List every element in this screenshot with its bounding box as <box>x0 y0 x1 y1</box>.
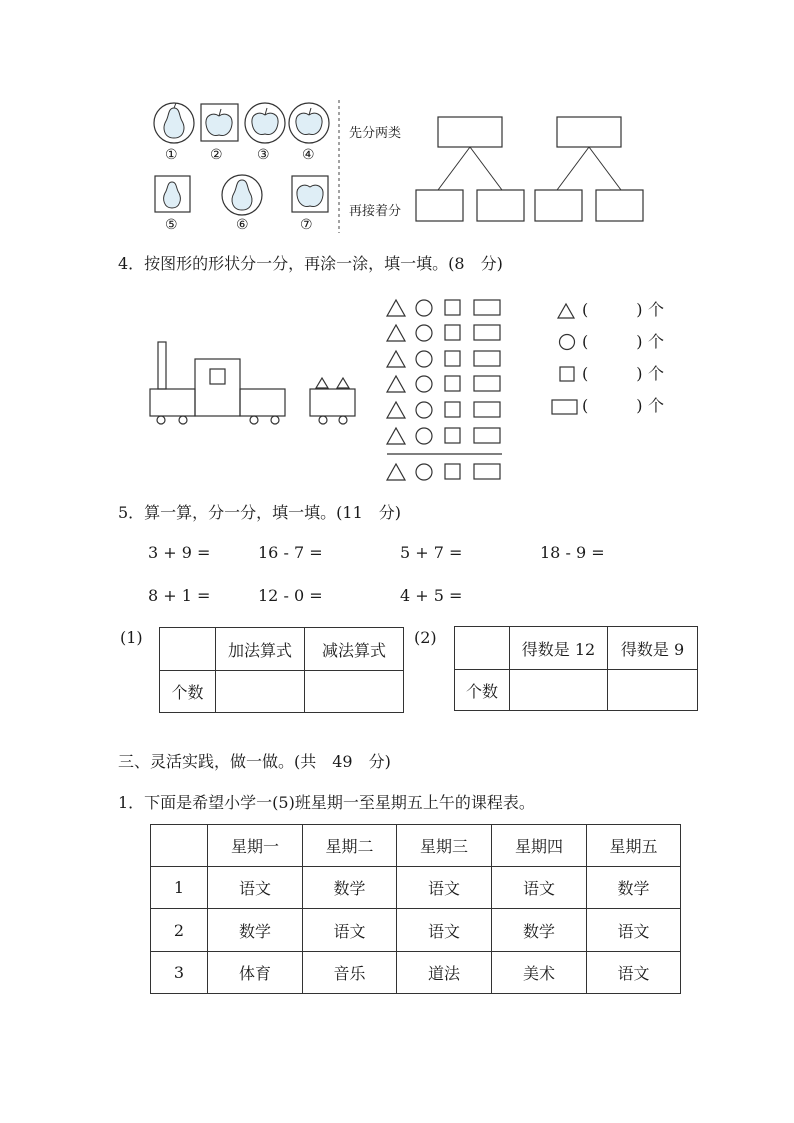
schedule-header: 星期一 <box>208 825 303 867</box>
equation: 16 - 7 = <box>258 543 323 562</box>
schedule-cell: 体育 <box>208 952 303 994</box>
table-cell[interactable] <box>160 628 216 671</box>
table-cell[interactable] <box>510 670 608 711</box>
equation: 4 + 5 = <box>400 586 463 605</box>
q4-title: 4．按图形的形状分一分，再涂一涂，填一填。(8 分) <box>118 254 503 273</box>
count-paren[interactable]: ( ) <box>582 364 643 383</box>
train-figure <box>145 335 365 430</box>
count-paren[interactable]: ( ) <box>582 332 643 351</box>
pear-icon <box>155 176 190 212</box>
apple-icon <box>201 104 238 141</box>
equation: 3 + 9 = <box>148 543 211 562</box>
circle-icon <box>557 333 579 353</box>
period-number: 2 <box>151 909 208 952</box>
rectangle-shape[interactable] <box>474 325 500 340</box>
rectangle-icon <box>550 397 580 417</box>
triangle-shape[interactable] <box>387 376 405 392</box>
schedule-table <box>150 824 681 994</box>
triangle-shape[interactable] <box>387 300 405 316</box>
schedule-cell: 语文 <box>397 867 492 909</box>
shape-row <box>387 464 500 480</box>
table-header: 加法算式 <box>216 628 305 671</box>
table-row-label: 个数 <box>455 670 510 711</box>
answer-box[interactable] <box>535 190 582 221</box>
table-header: 得数是 12 <box>510 627 608 670</box>
shape-row <box>387 402 500 418</box>
triangle-shape[interactable] <box>387 428 405 444</box>
count-unit: 个 <box>648 332 665 351</box>
circle-shape[interactable] <box>416 300 432 316</box>
apple-icon <box>292 176 328 212</box>
period-number: 1 <box>151 867 208 909</box>
schedule-cell: 道法 <box>397 952 492 994</box>
fruit-label: ⑥ <box>236 217 249 233</box>
rectangle-shape[interactable] <box>474 464 500 479</box>
answer-box[interactable] <box>477 190 524 221</box>
fruit-label: ① <box>165 147 178 163</box>
table-cell[interactable] <box>216 671 305 713</box>
rectangle-shape[interactable] <box>474 300 500 315</box>
shape-row <box>387 428 500 444</box>
schedule-cell: 数学 <box>208 909 303 952</box>
equation: 5 + 7 = <box>400 543 463 562</box>
schedule-cell: 数学 <box>303 867 397 909</box>
fruit-label: ③ <box>257 147 270 163</box>
pear-icon <box>222 175 262 215</box>
fruit-label: ⑤ <box>165 217 178 233</box>
shape-count-list <box>550 298 680 423</box>
table-row-label: 个数 <box>160 671 216 713</box>
schedule-header: 星期四 <box>492 825 587 867</box>
table2-label: (2) <box>414 628 437 647</box>
square-shape[interactable] <box>445 464 460 479</box>
equation: 12 - 0 = <box>258 586 323 605</box>
rectangle-shape[interactable] <box>474 376 500 391</box>
section3-title: 三、灵活实践，做一做。(共 49 分) <box>118 752 391 771</box>
answer-box[interactable] <box>596 190 643 221</box>
square-shape[interactable] <box>445 325 460 340</box>
schedule-cell: 语文 <box>587 909 681 952</box>
shape-row <box>387 300 500 316</box>
square-shape[interactable] <box>445 428 460 443</box>
answer-box[interactable] <box>438 117 502 147</box>
schedule-cell: 音乐 <box>303 952 397 994</box>
fruit-label: ⑦ <box>300 217 313 233</box>
circle-shape[interactable] <box>416 325 432 341</box>
schedule-header: 星期二 <box>303 825 397 867</box>
square-shape[interactable] <box>445 402 460 417</box>
shape-row <box>387 376 500 392</box>
schedule-cell: 美术 <box>492 952 587 994</box>
schedule-cell: 数学 <box>587 867 681 909</box>
schedule-header <box>151 825 208 867</box>
square-shape[interactable] <box>445 351 460 366</box>
table-header: 得数是 9 <box>608 627 698 670</box>
apple-icon <box>245 103 285 143</box>
apple-icon <box>289 103 329 143</box>
schedule-header: 星期五 <box>587 825 681 867</box>
then-split-label: 再接着分 <box>349 204 402 219</box>
schedule-cell: 数学 <box>492 909 587 952</box>
classify-table-1 <box>159 627 404 713</box>
circle-shape[interactable] <box>416 464 432 480</box>
answer-box[interactable] <box>557 117 621 147</box>
table1-label: (1) <box>120 628 143 647</box>
circle-shape[interactable] <box>416 402 432 418</box>
schedule-cell: 语文 <box>587 952 681 994</box>
table-cell[interactable] <box>608 670 698 711</box>
schedule-cell: 语文 <box>303 909 397 952</box>
schedule-header: 星期三 <box>397 825 492 867</box>
table-cell[interactable] <box>305 671 404 713</box>
circle-shape[interactable] <box>416 428 432 444</box>
rectangle-shape[interactable] <box>474 428 500 443</box>
count-paren[interactable]: ( ) <box>582 300 643 319</box>
triangle-shape[interactable] <box>387 325 405 341</box>
table-cell[interactable] <box>455 627 510 670</box>
fruit-label: ② <box>210 147 223 163</box>
classify-table-2 <box>454 626 698 711</box>
triangle-icon <box>556 302 578 320</box>
pear-icon <box>154 103 194 143</box>
count-unit: 个 <box>648 364 665 383</box>
fruit-label: ④ <box>302 147 315 163</box>
equation: 8 + 1 = <box>148 586 211 605</box>
square-icon <box>558 365 580 385</box>
triangle-shape[interactable] <box>387 351 405 367</box>
rectangle-shape[interactable] <box>474 351 500 366</box>
square-shape[interactable] <box>445 376 460 391</box>
count-paren[interactable]: ( ) <box>582 396 643 415</box>
rectangle-shape[interactable] <box>474 402 500 417</box>
shape-row <box>387 351 500 367</box>
square-shape[interactable] <box>445 300 460 315</box>
circle-shape[interactable] <box>416 376 432 392</box>
first-split-label: 先分两类 <box>349 126 402 141</box>
count-unit: 个 <box>648 396 665 415</box>
period-number: 3 <box>151 952 208 994</box>
schedule-cell: 语文 <box>492 867 587 909</box>
triangle-shape[interactable] <box>387 402 405 418</box>
q5-title: 5．算一算，分一分，填一填。(11 分) <box>118 503 402 522</box>
schedule-cell: 语文 <box>397 909 492 952</box>
shape-row <box>387 325 500 341</box>
section3-q1-title: 1．下面是希望小学一(5)班星期一至星期五上午的课程表。 <box>118 793 535 812</box>
equation: 18 - 9 = <box>540 543 605 562</box>
shape-color-grid <box>385 295 510 485</box>
answer-box[interactable] <box>416 190 463 221</box>
circle-shape[interactable] <box>416 351 432 367</box>
table-header: 减法算式 <box>305 628 404 671</box>
triangle-shape[interactable] <box>387 464 405 480</box>
count-unit: 个 <box>648 300 665 319</box>
schedule-cell: 语文 <box>208 867 303 909</box>
